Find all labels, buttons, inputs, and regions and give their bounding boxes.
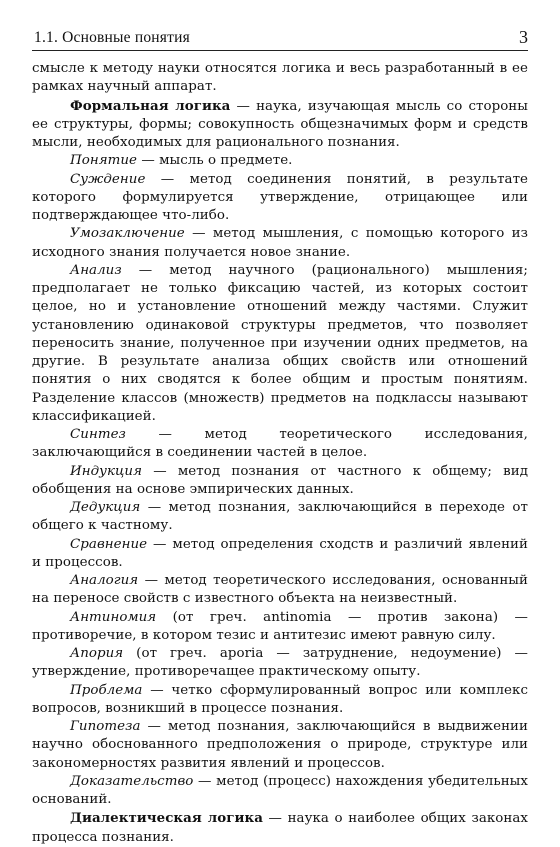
definition-text: — метод теоретического исследования, основанный на переносе свойств с известного объекта на неизвестный. [32,573,528,607]
definition-concept [32,152,528,170]
definition-text: — метод соединения понятий, в результате которого формулируется утверждение, отрицающее или подтверждающее что-либо. [32,171,528,223]
term-synthesis: Синтез [70,427,126,442]
running-title: 1.1. Основные понятия [34,29,190,46]
definition-text: — метод познания от частного к общему; вид обобщения на основе эмпирических данных. [32,463,528,497]
term-aporia: Апория [70,646,124,661]
term-deduction: Дедукция [70,500,141,515]
definition-problem [32,682,528,719]
definition-proof [32,773,528,810]
term-proof: Доказательство [70,773,194,789]
definition-text: — мысль о предмете. [137,153,293,169]
term-formal-logic: Формальная логика [70,97,231,114]
term-judgment: Суждение [70,171,146,187]
definition-text: — метод мышления, с помощью которого из исходного знания получается новое знание. [32,226,528,260]
term-analogy: Аналогия [70,573,139,588]
definition-analysis [32,262,528,426]
paragraph-text: смысле к методу науки относятся логика и весь разработанный в ее рамках научный аппарат. [32,61,528,95]
page-header [32,26,528,51]
definition-formal-logic [32,97,528,153]
definition-comparison [32,536,528,573]
definition-analogy [32,572,528,609]
term-hypothesis: Гипотеза [70,719,141,734]
term-inference: Умозаключение [70,226,185,242]
term-analysis: Анализ [70,262,122,278]
term-induction: Индукция [70,463,142,479]
definition-text: — метод определения сходств и различий явлений и процессов. [32,536,528,570]
definition-inference [32,225,528,262]
term-dialectical-logic: Диалектическая логика [70,810,263,827]
definition-induction [32,463,528,500]
definition-text: — наука, изучающая мысль со стороны ее структуры, формы; совокупность общезначимых форм и средств мысли, необходимых для рационального познания. [32,98,528,150]
definition-text: — метод теоретического исследования, заключающийся в соединении частей в целое. [32,427,528,461]
book-page [32,26,528,847]
definition-text: (от греч. antinomia — против закона) — противоречие, в котором тезис и антитезис имеют равную силу. [32,609,528,643]
body-text [32,60,528,847]
term-problem: Проблема [70,682,143,698]
paragraph-continuation [32,60,528,97]
definition-antinomy [32,609,528,646]
term-comparison: Сравнение [70,536,148,552]
definition-text: — наука о наиболее общих законах процесса познания. [32,811,528,845]
definition-aporia [32,645,528,682]
definition-hypothesis [32,718,528,773]
definition-text: — метод познания, заключающийся в выдвижении научно обоснованного предположения о природе, структуре или закономерностях развития явлений и процессов. [32,719,528,771]
definition-dialectical-logic [32,809,528,847]
term-antinomy: Антиномия [70,609,157,625]
definition-judgment [32,171,528,226]
definition-text: (от греч. aporia — затруднение, недоумение) — утверждение, противоречащее практическому опыту. [32,646,528,680]
definition-synthesis [32,426,528,463]
definition-text: — метод научного (рационального) мышления; предполагает не только фиксацию частей, из которых состоит целое, но и установление отношений между частями. Служит установлению одинаковой структуры предметов, что позволяет переносить знание, полученное при изучении одних предметов, на другие. В результате анализа общих свойств или отношений понятия о них сводятся к более общим и простым понятиям. Разделение классов (множеств) предметов на подклассы называют классификацией. [32,262,528,424]
definition-text: — метод познания, заключающийся в переходе от общего к частному. [32,500,528,534]
term-concept: Понятие [70,153,138,169]
definition-text: — метод (процесс) нахождения убедительных оснований. [32,773,528,807]
definition-text: — четко сформулированный вопрос или комплекс вопросов, возникший в процессе познания. [32,682,528,716]
page-number: 3 [519,27,528,47]
definition-deduction [32,499,528,536]
